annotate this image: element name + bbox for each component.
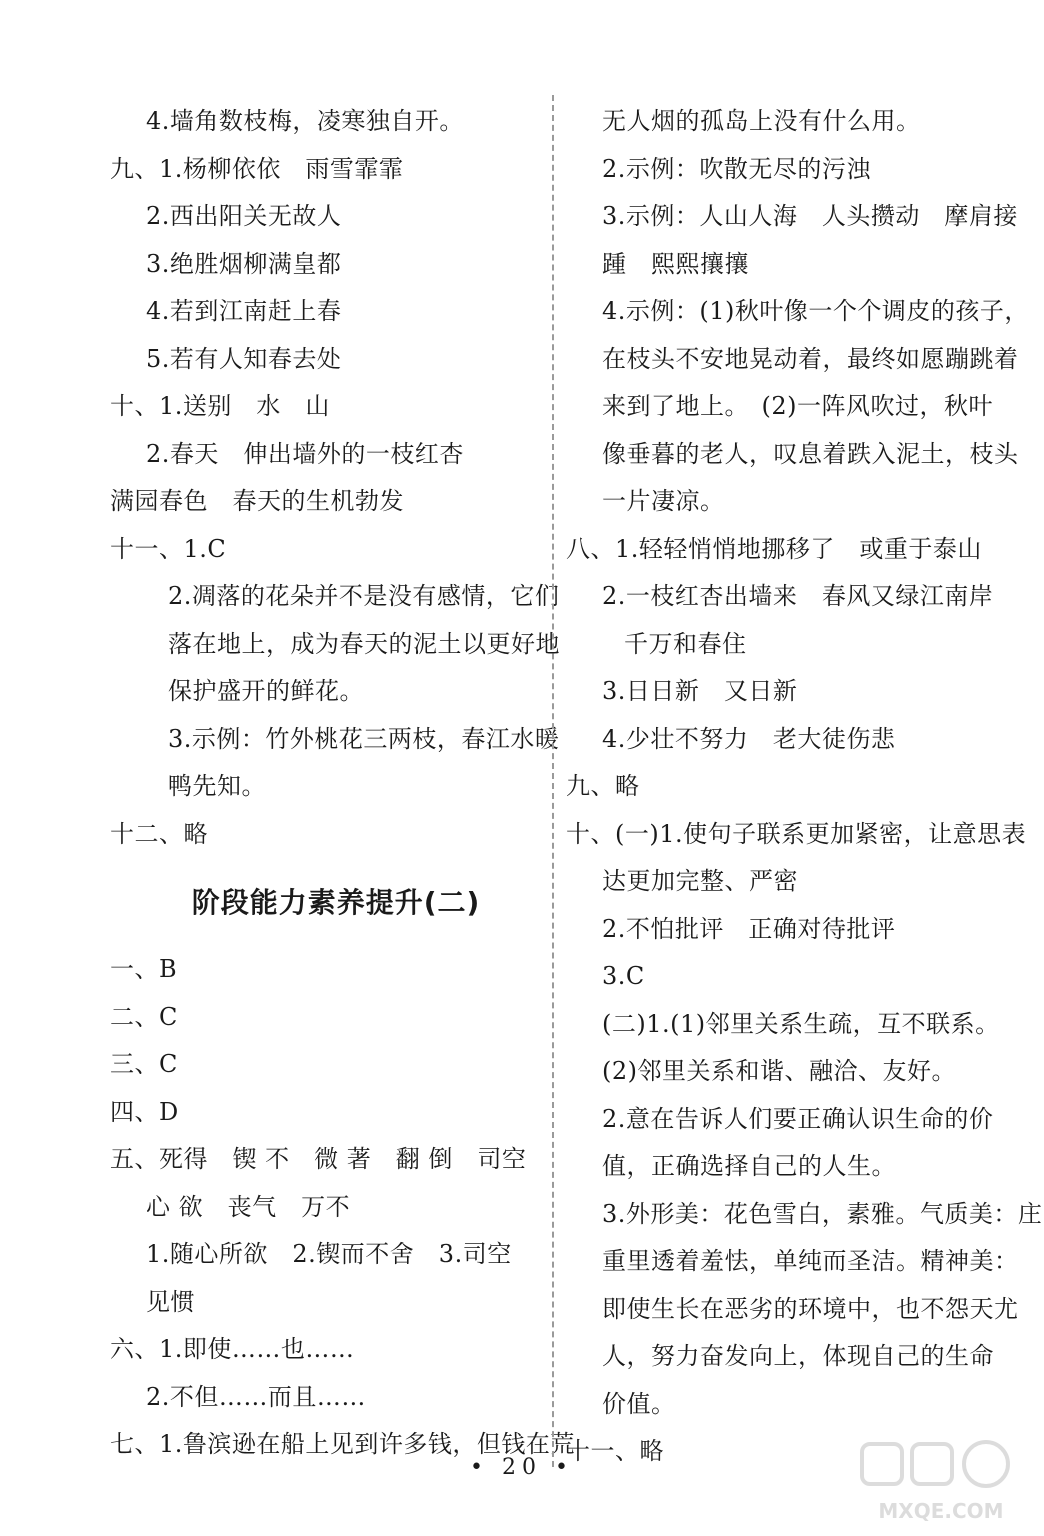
answer-line: 3.日日新 又日新 <box>602 677 798 705</box>
answer-line: 千万和春住 <box>624 629 747 658</box>
answer-line: 满园春色 春天的生机勃发 <box>110 487 404 515</box>
answer-line: 无人烟的孤岛上没有什么用。 <box>602 107 921 135</box>
answer-line: 3.C <box>602 962 645 990</box>
answer-line: 十、1.送别 水 山 <box>110 392 330 420</box>
answer-line: 十、(一)1.使句子联系更加紧密，让意思表 <box>566 819 1027 848</box>
right-column <box>566 98 1043 1476</box>
watermark-logo <box>856 1438 1026 1528</box>
left-answers-before-heading <box>110 98 560 858</box>
answer-line: 5.若有人知春去处 <box>146 344 342 373</box>
answer-line: 2.春天 伸出墙外的一枝红杏 <box>146 439 464 468</box>
answer-line: 4.墙角数枝梅，凌寒独自开。 <box>146 107 464 135</box>
answer-line: 3.示例：人山人海 人头攒动 摩肩接 <box>602 202 1018 230</box>
answer-line: 2.凋落的花朵并不是没有感情，它们 <box>168 582 560 610</box>
answer-line: 2.示例：吹散无尽的污浊 <box>602 154 871 183</box>
answer-line: 来到了地上。 (2)一阵风吹过，秋叶 <box>602 392 993 420</box>
answer-line: 五、死得 锲 不 微 著 翻 倒 司空 <box>110 1145 527 1173</box>
answer-line: 2.不怕批评 正确对待批评 <box>602 914 896 943</box>
answer-line: 重里透着羞怯，单纯而圣洁。精神美： <box>602 1247 1019 1275</box>
answer-line: 四、D <box>110 1097 179 1126</box>
answer-line: 见惯 <box>146 1287 195 1316</box>
answer-line: 心 欲 丧气 万不 <box>146 1192 351 1221</box>
answer-line: 六、1.即使……也…… <box>110 1335 355 1363</box>
answer-line: 九、略 <box>566 772 640 800</box>
answer-line: 八、1.轻轻悄悄地挪移了 或重于泰山 <box>566 534 982 563</box>
section-heading: 阶段能力素养提升(二) <box>191 886 481 919</box>
answer-line: (2)邻里关系和谐、融洽、友好。 <box>602 1057 956 1085</box>
answer-line: 十一、1.C <box>110 534 227 563</box>
answer-line: 2.西出阳关无故人 <box>146 202 342 230</box>
answer-line: 二、C <box>110 1002 178 1031</box>
answer-line: 九、1.杨柳依依 雨雪霏霏 <box>110 154 404 183</box>
answer-line: 值，正确选择自己的人生。 <box>602 1152 896 1180</box>
answer-line: 3.绝胜烟柳满皇都 <box>146 249 342 278</box>
answer-line: 保护盛开的鲜花。 <box>168 677 364 705</box>
answer-line: 十二、略 <box>110 819 208 848</box>
watermark-text: MXQE.COM <box>878 1499 1004 1523</box>
answer-line: 人，努力奋发向上，体现自己的生命 <box>602 1342 994 1370</box>
answer-line: 2.不但……而且…… <box>146 1382 366 1411</box>
answer-line: 三、C <box>110 1050 178 1078</box>
answer-line: 4.示例：(1)秋叶像一个个调皮的孩子， <box>602 297 1029 325</box>
answer-line: 在枝头不安地晃动着，最终如愿蹦跳着 <box>602 344 1019 373</box>
answer-line: 3.示例：竹外桃花三两枝，春江水暖 <box>168 724 560 753</box>
answer-line: 十一、略 <box>566 1437 664 1465</box>
answer-line: 1.随心所欲 2.锲而不舍 3.司空 <box>146 1240 512 1268</box>
answer-line: 2.一枝红杏出墙来 春风又绿江南岸 <box>602 582 994 610</box>
answer-line: 4.少壮不努力 老大徒伤悲 <box>602 724 896 753</box>
answer-line: 一、B <box>110 955 178 983</box>
answer-line: 3.外形美：花色雪白，素雅。气质美：庄 <box>602 1199 1043 1228</box>
answer-line: 像垂暮的老人，叹息着跌入泥土，枝头 <box>602 439 1019 468</box>
answer-line: 鸭先知。 <box>168 772 266 800</box>
answer-line: 一片凄凉。 <box>602 487 725 515</box>
answer-line: 达更加完整、严密 <box>602 867 798 895</box>
answer-line: (二)1.(1)邻里关系生疏，互不联系。 <box>602 1009 1000 1038</box>
answer-line: 踵 熙熙攘攘 <box>602 249 749 278</box>
answer-line: 七、1.鲁滨逊在船上见到许多钱，但钱在荒 <box>110 1430 575 1458</box>
column-divider <box>552 95 554 1467</box>
answer-line: 落在地上，成为春天的泥土以更好地 <box>168 629 560 658</box>
answer-line: 价值。 <box>602 1389 676 1418</box>
answer-line: 2.意在告诉人们要正确认识生命的价 <box>602 1104 994 1133</box>
answer-line: 即使生长在恶劣的环境中，也不怨天尤 <box>602 1294 1019 1323</box>
right-answers <box>566 98 1043 1476</box>
page-number: • 20 • <box>470 1455 574 1480</box>
answer-line: 4.若到江南赶上春 <box>146 297 342 325</box>
